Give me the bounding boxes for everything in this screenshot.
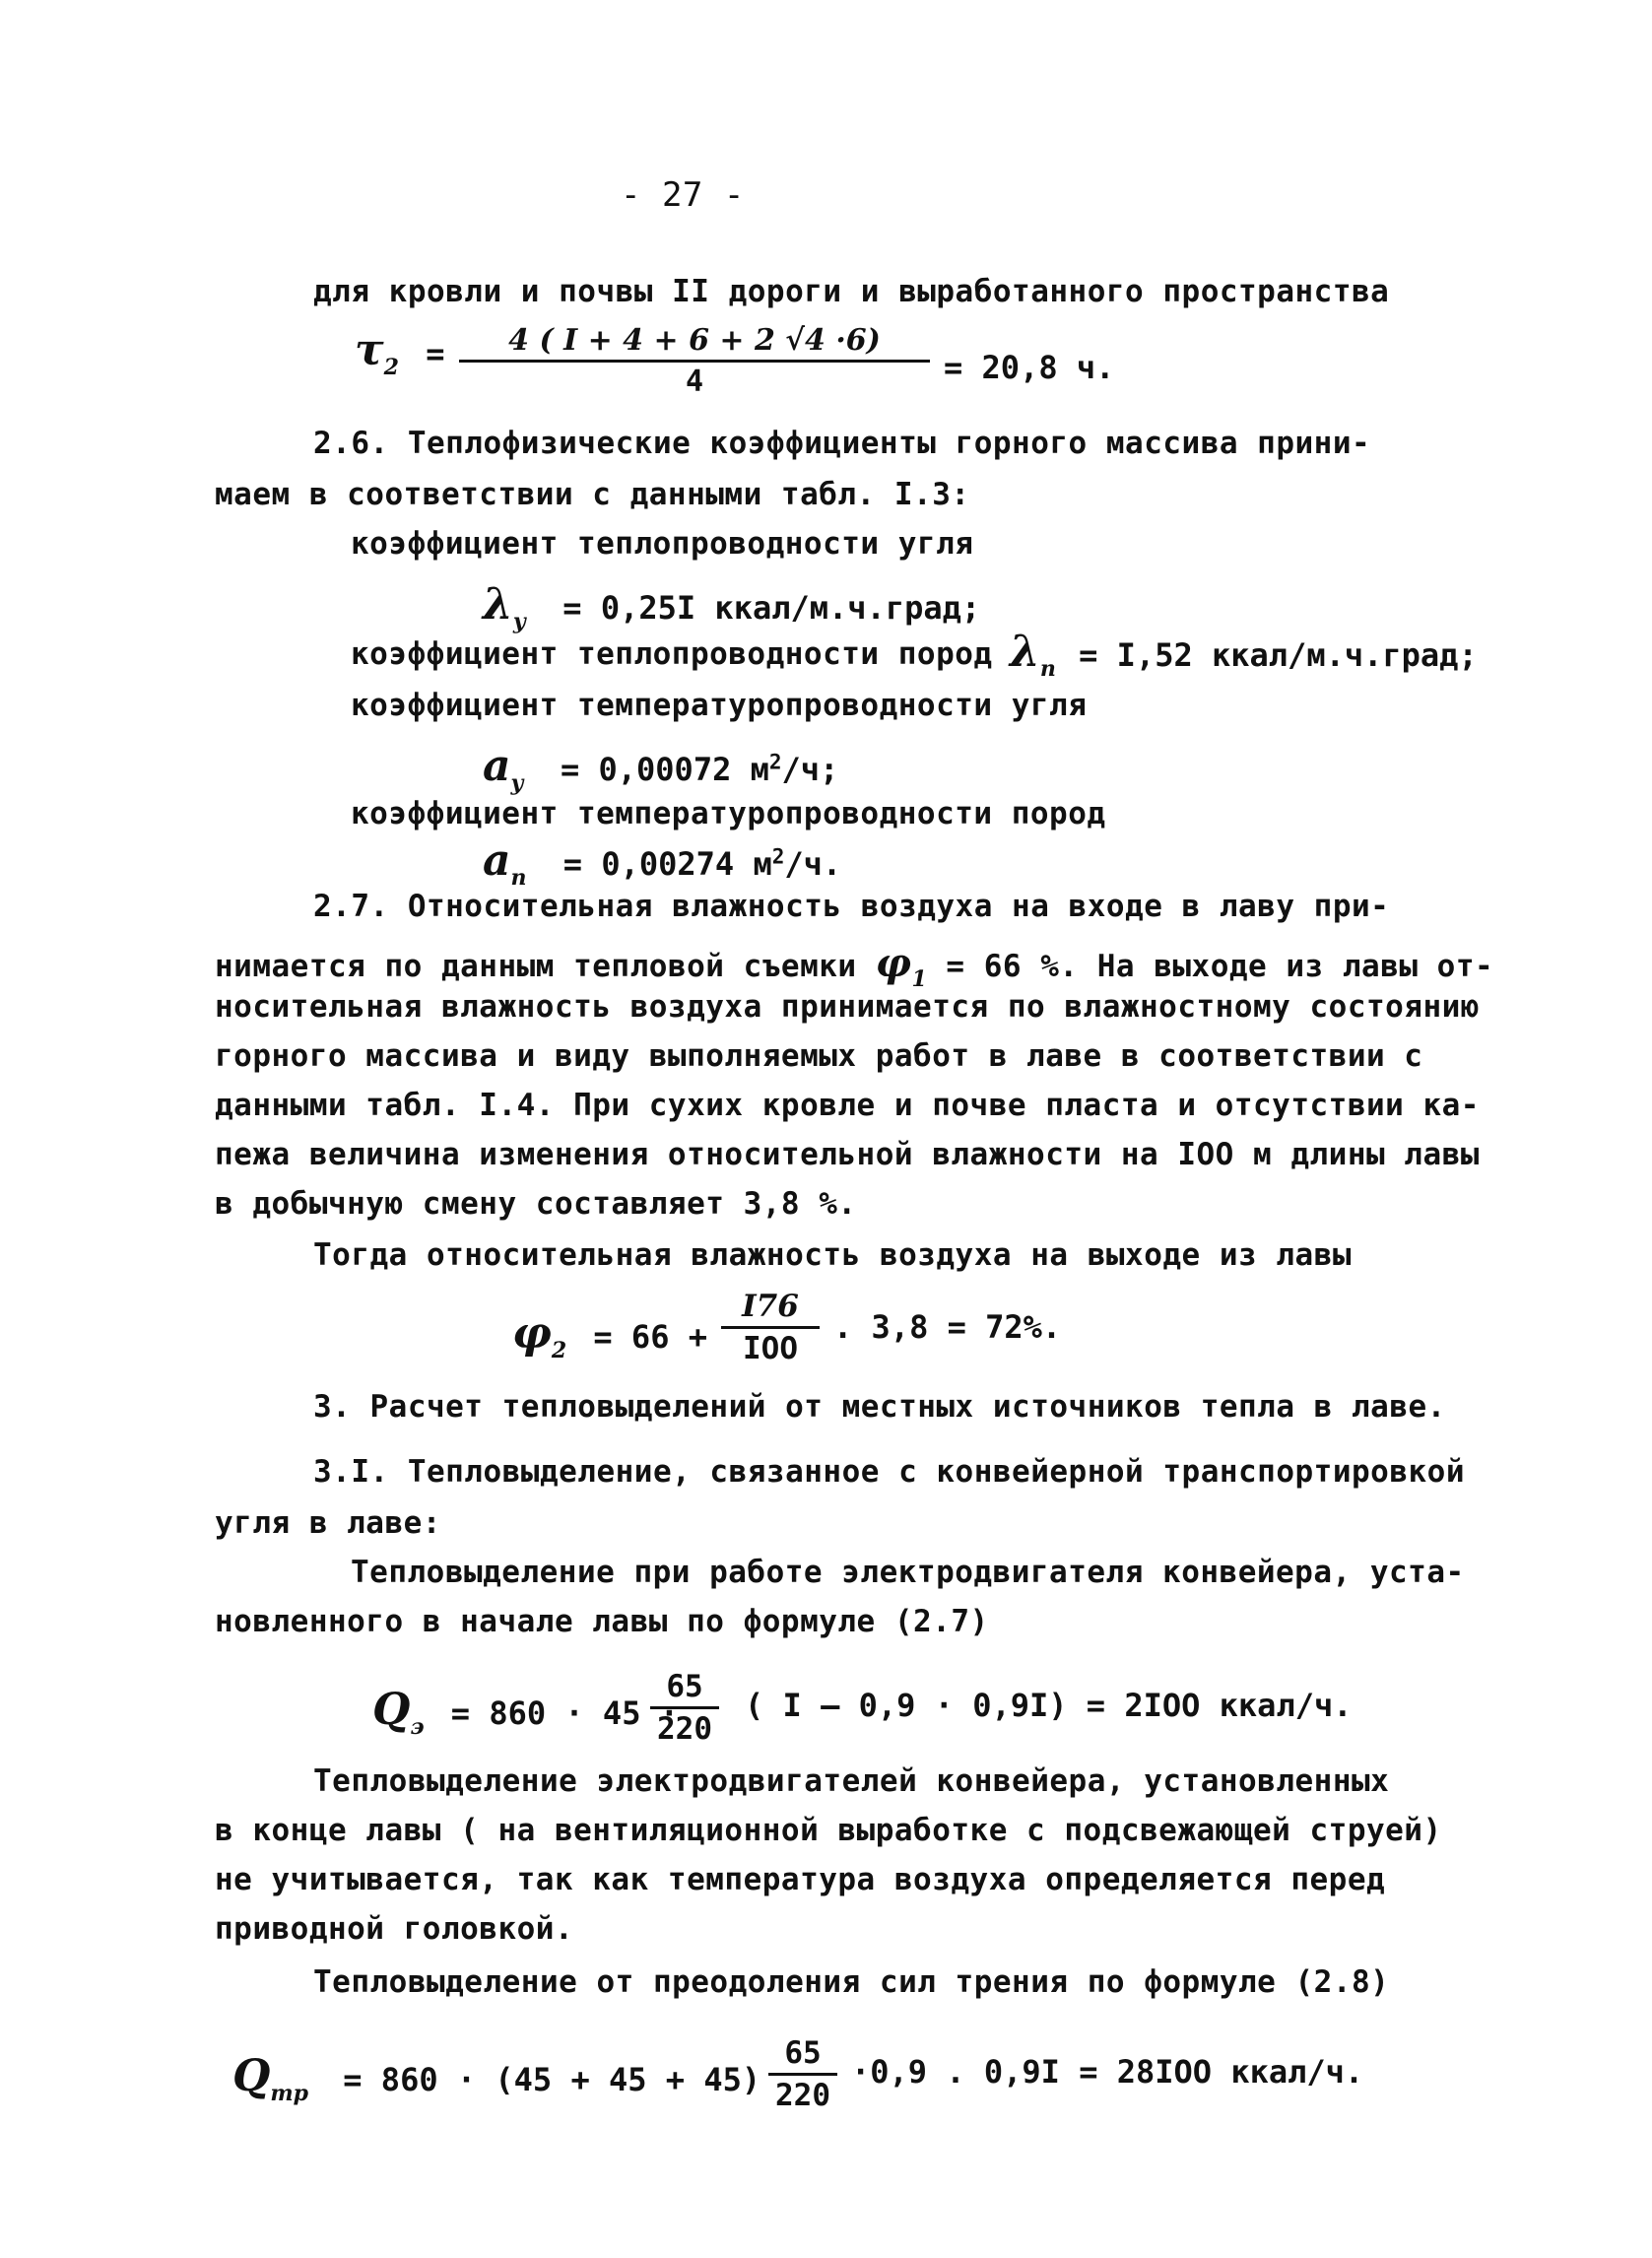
numerator: 65 [768,2035,837,2076]
text-line: в конце лавы ( на вентиляционной выработке с подсвежающей струей) [215,1813,1442,1848]
text-line: новленного в начале лавы по формуле (2.7) [215,1604,989,1639]
text-line: 2.6. Теплофизические коэффициенты горного массива прини- [313,426,1371,461]
text-line: горного массива и виду выполняемых работ в лаве в соответствии с [215,1038,1423,1074]
formula-a-rock: $a_п = 0,00274$ $м^2/ч$. [483,835,842,891]
denominator: 4 [685,365,704,399]
formula-tau: $\tau_2$ = [355,325,445,380]
denominator: 220 [775,2078,830,2113]
text-line: Тепловыделение от преодоления сил трения по формуле (2.8) [313,1964,1390,2000]
text-line: Тепловыделение при работе электродвигателя конвейера, уста- [351,1555,1465,1590]
formula-lambda-rock: $\lambda_п = I,52$ ккал/м.ч.град; [1010,627,1478,682]
section-heading: 3. Расчет тепловыделений от местных источников тепла в лаве. [313,1389,1446,1425]
text-line: коэффициент теплопроводности угля [351,526,974,562]
formula-a-coal: $a_у = 0,00072$ $м^2/ч$; [483,741,839,796]
text-line: Тепловыделение электродвигателей конвейера, установленных [313,1763,1390,1799]
denominator: 220 [657,1711,712,1747]
numerator: 4 ( I + 4 + 6 + 2 √4 ·6) [459,323,930,363]
text-line: маем в соответствии с данными табл. I.3: [215,477,970,512]
text-line: для кровли и почвы II дороги и выработанного пространства [313,274,1390,309]
text-line: Тогда относительная влажность воздуха на выходе из лавы [313,1237,1352,1273]
formula-tau-fraction [459,323,930,399]
text-line: пежа величина изменения относительной влажности на IOO м длины лавы [215,1137,1480,1172]
formula-q-motor-result: ( I – 0,9 · 0,9I) = 2IOO ккал/ч. [745,1687,1353,1724]
formula-tau-result: = 20,8 ч. [944,349,1115,386]
formula-phi2-fraction [721,1289,820,1366]
text-line: данными табл. I.4. При сухих кровле и почве пласта и отсутствии ка- [215,1088,1480,1123]
text-line: не учитывается, так как температура воздуха определяется перед [215,1862,1386,1897]
text-line: угля в лаве: [215,1505,441,1541]
formula-q-friction-result: ·0,9 . 0,9I = 28IOO ккал/ч. [851,2053,1364,2091]
text-line: в добычную смену составляет 3,8 %. [215,1186,857,1222]
denominator: IOO [743,1331,798,1366]
text-line: коэффициент температуропроводности пород [351,796,1106,831]
page-number: - 27 - [621,175,745,215]
text-line: 3.I. Тепловыделение, связанное с конвейерной транспортировкой [313,1454,1465,1490]
formula-phi2-result: . 3,8 = 72%. [833,1308,1062,1346]
formula-lambda-coal: $\lambda_у = 0,25I$ ккал/м.ч.град; [483,579,981,634]
formula-q-motor: $Q_э = 860 \cdot 45$ · [372,1685,679,1740]
text-line: приводной головкой. [215,1911,574,1947]
text-line: 2.7. Относительная влажность воздуха на входе в лаву при- [313,889,1390,924]
formula-q-motor-fraction [650,1669,719,1747]
numerator: 65 [650,1669,719,1709]
text-line: коэффициент температуропроводности угля [351,688,1088,723]
text-line: нимается по данным тепловой съемки $\varphi_1 = 66$ %. На выходе из лавы от- [215,940,1494,992]
numerator: I76 [721,1289,820,1329]
formula-phi2: $\varphi_2 = 66$ + [512,1308,707,1363]
formula-q-friction: $Q_{тр} = 860 \cdot (45 + 45 + 45)$ [232,2051,761,2106]
text-line: коэффициент теплопроводности пород [351,636,993,672]
formula-q-friction-fraction [768,2035,837,2113]
phi1-symbol: φ [875,940,912,986]
text-line: носительная влажность воздуха принимается по влажностному состоянию [215,989,1480,1025]
